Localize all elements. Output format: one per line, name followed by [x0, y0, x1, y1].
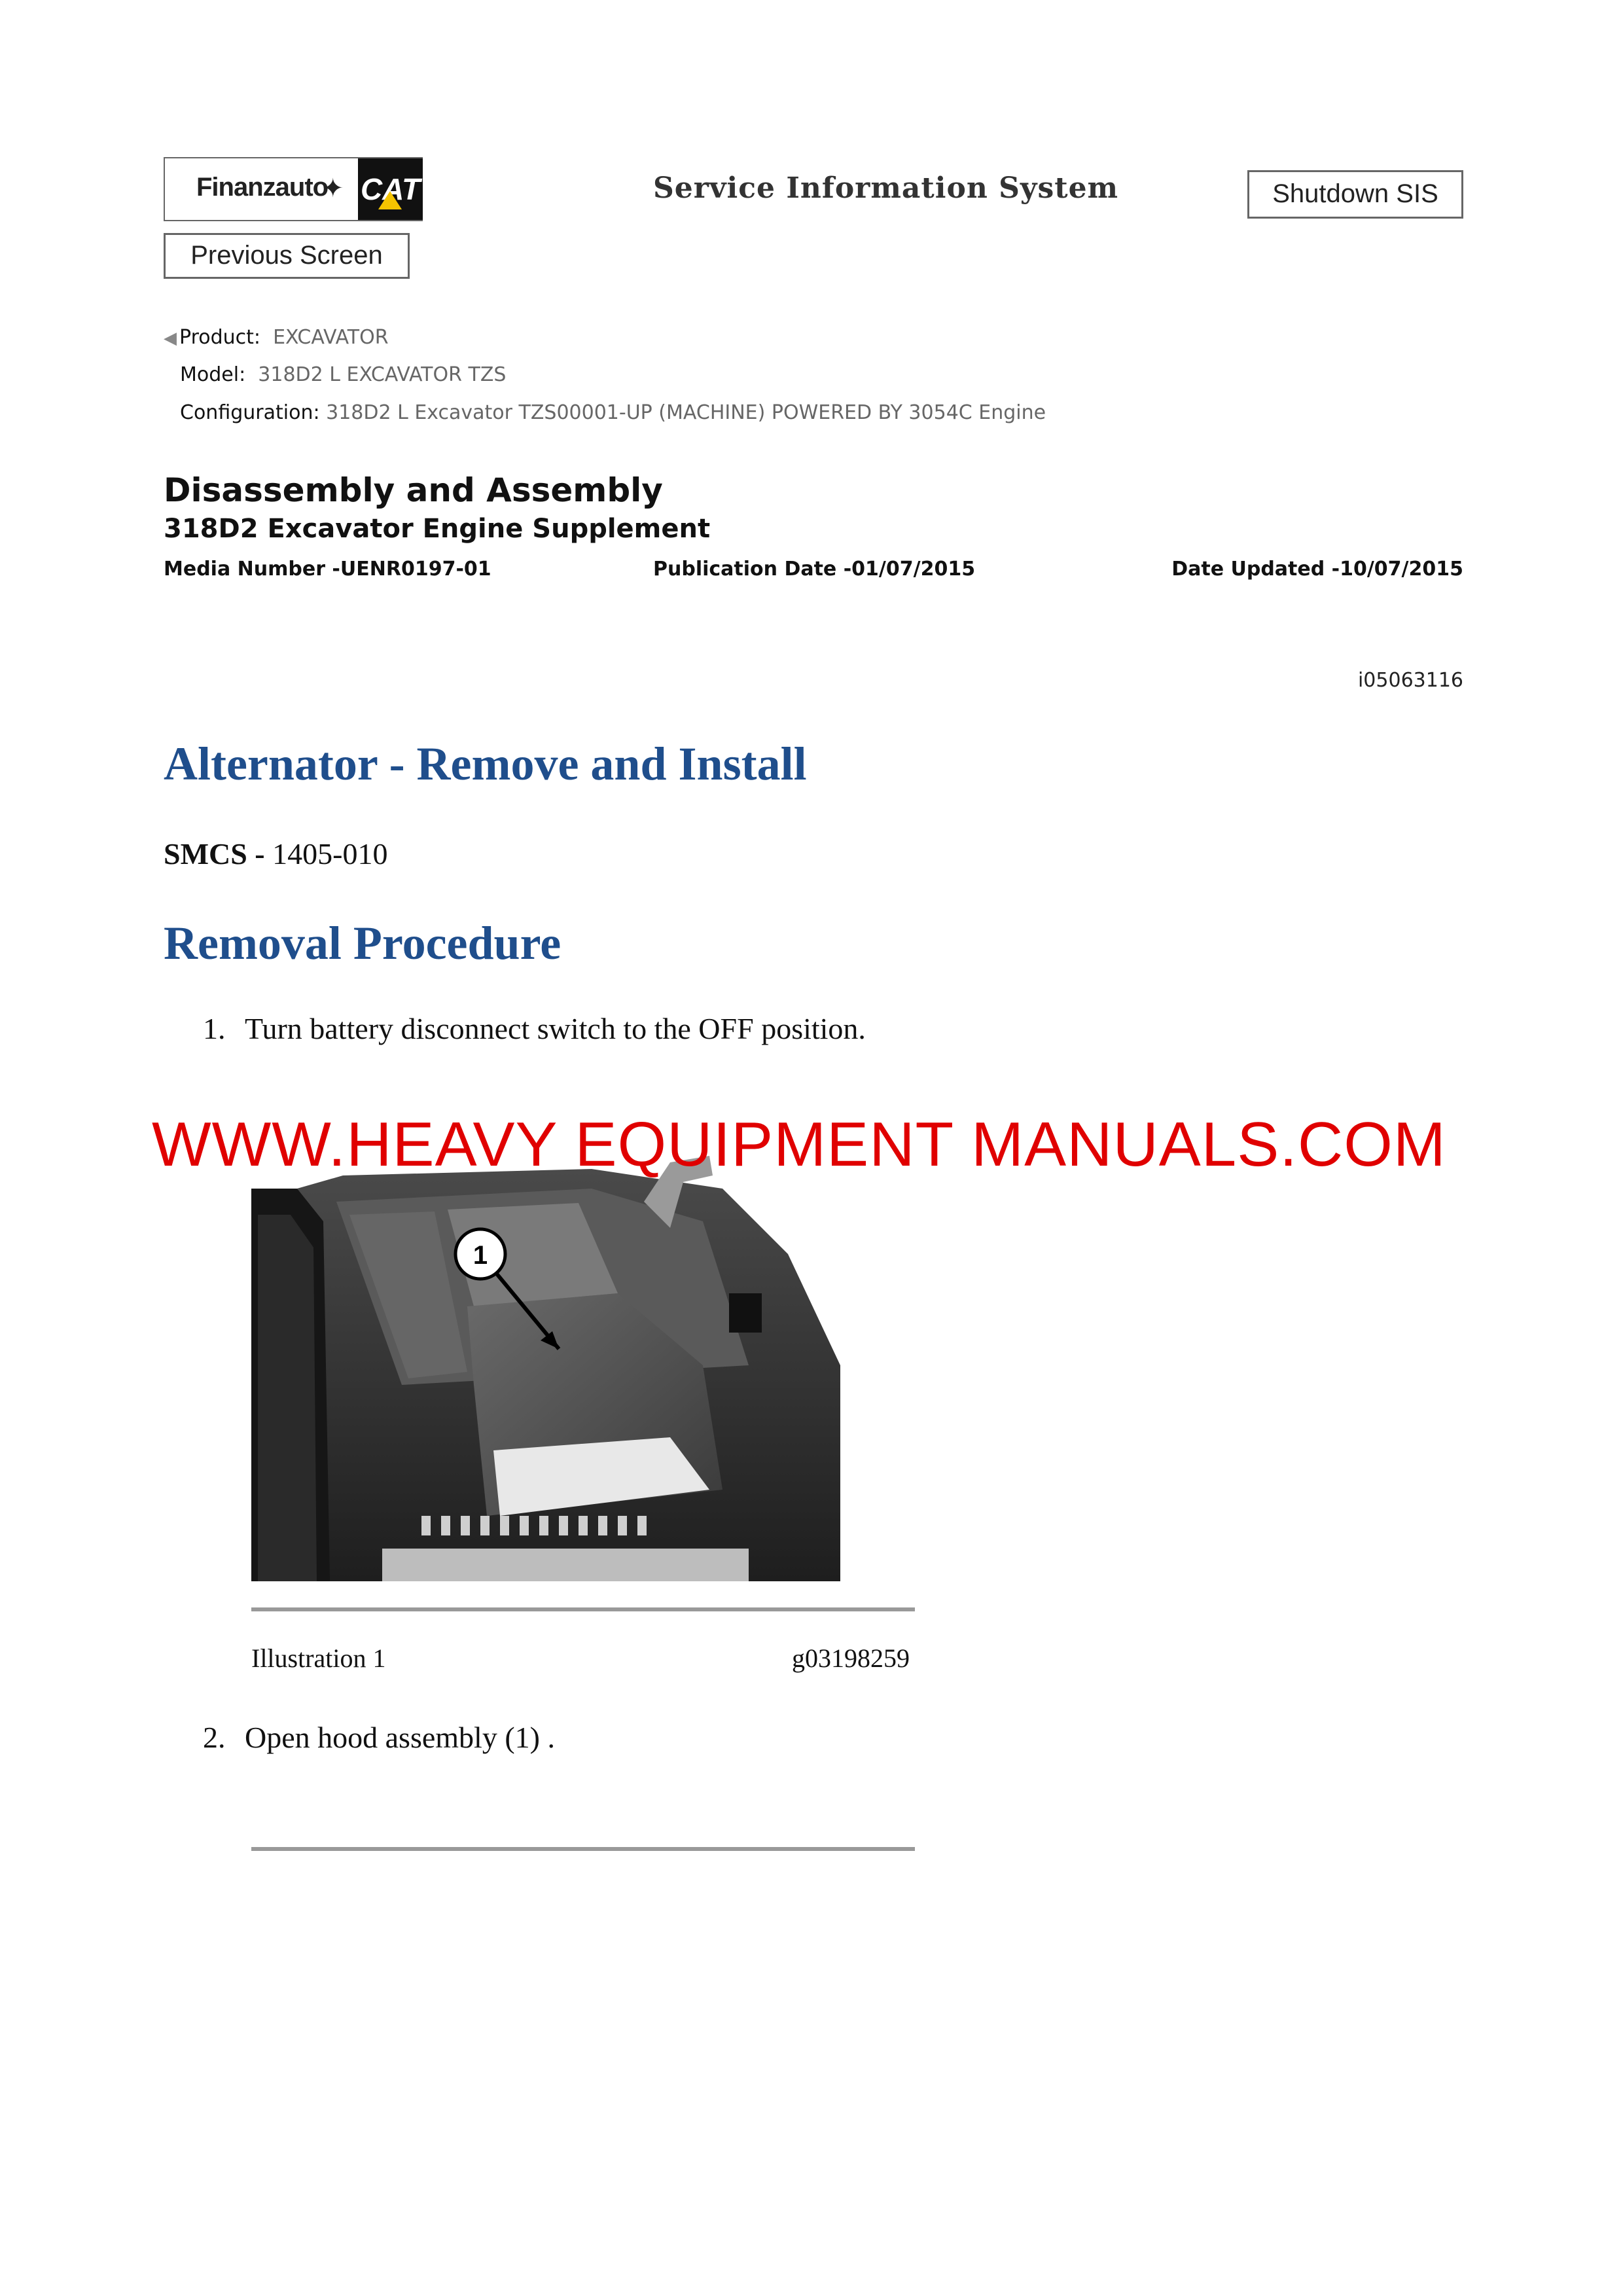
cat-triangle-icon — [378, 191, 402, 209]
smcs-code — [164, 836, 387, 871]
step-number: 1. — [203, 1012, 226, 1045]
illustration-hood-assembly — [251, 1149, 840, 1581]
illustration-id: g03198259 — [792, 1643, 910, 1673]
previous-screen-button[interactable]: Previous Screen — [164, 233, 410, 279]
document-title: Disassembly and Assembly — [164, 471, 663, 509]
smcs-label: SMCS - — [164, 837, 265, 870]
chevron-left-icon[interactable]: ◀ — [164, 329, 177, 348]
product-row — [164, 326, 389, 350]
document-subtitle: 318D2 Excavator Engine Supplement — [164, 514, 711, 544]
divider — [251, 1607, 915, 1611]
logo-text: Finanzauto — [196, 173, 329, 202]
cat-logo: CAT — [358, 158, 423, 220]
callout-number: 1 — [473, 1241, 488, 1270]
page-title: Alternator - Remove and Install — [164, 738, 807, 790]
publication-date: Publication Date -01/07/2015 — [653, 558, 976, 581]
illustration-label: Illustration 1 — [251, 1643, 386, 1673]
shutdown-sis-button[interactable]: Shutdown SIS — [1247, 170, 1463, 219]
divider — [251, 1847, 915, 1851]
configuration-row — [180, 401, 1046, 425]
system-title: Service Information System — [653, 171, 1119, 205]
procedure-step-1 — [203, 1011, 866, 1046]
configuration-label: Configuration: — [180, 401, 320, 424]
step-number: 2. — [203, 1721, 226, 1754]
model-row — [180, 363, 506, 387]
product-value: EXCAVATOR — [273, 326, 389, 349]
model-label: Model: — [180, 363, 246, 386]
step-text: Turn battery disconnect switch to the OFF position. — [245, 1012, 866, 1045]
model-value: 318D2 L EXCAVATOR TZS — [258, 363, 507, 386]
step-text: Open hood assembly (1) . — [245, 1721, 555, 1754]
logo-mark-icon: ✦ — [322, 173, 344, 204]
finanzauto-cat-logo — [164, 157, 423, 221]
product-label: Product: — [179, 326, 261, 349]
media-number: Media Number -UENR0197-01 — [164, 558, 491, 581]
section-heading: Removal Procedure — [164, 917, 562, 969]
smcs-value: 1405-010 — [272, 837, 388, 870]
procedure-step-2 — [203, 1720, 555, 1755]
date-updated: Date Updated -10/07/2015 — [1171, 558, 1463, 581]
watermark: WWW.HEAVY EQUIPMENT MANUALS.COM — [152, 1109, 1446, 1179]
document-id: i05063116 — [1357, 669, 1463, 692]
configuration-value: 318D2 L Excavator TZS00001-UP (MACHINE) POWERED BY 3054C Engine — [326, 401, 1046, 424]
